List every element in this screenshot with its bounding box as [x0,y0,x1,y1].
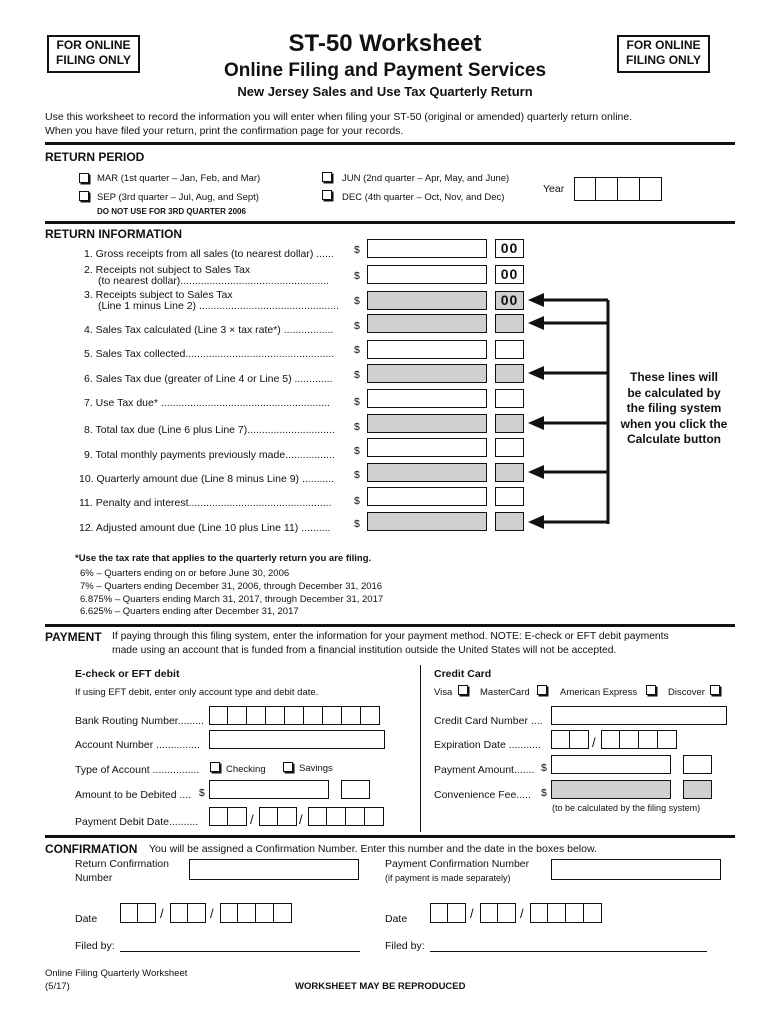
date-slash: / [210,906,214,921]
date-slash: / [299,812,303,827]
mastercard-checkbox[interactable] [537,685,547,695]
line-12-label: 12. Adjusted amount due (Line 10 plus Line 11) .......... [79,522,331,534]
return-filed-by-line[interactable] [120,951,360,952]
line-2-cents: 00 [495,265,524,284]
date-slash: / [160,906,164,921]
line-7-label: 7. Use Tax due* .......................................................... [84,397,331,409]
dollar-sign: $ [354,369,360,381]
badge-left: FOR ONLINE FILING ONLY [47,35,140,73]
debit-date-month[interactable] [209,807,247,826]
footer-form-name: Online Filing Quarterly Worksheet [45,968,188,979]
dollar-sign: $ [541,787,547,799]
payment-text-1: If paying through this filing system, enter the information for your payment method. NOTE: E-check or EFT debit payments [112,631,669,642]
line-4-label: 4. Sales Tax calculated (Line 3 × tax rate*) ................. [84,324,334,336]
convenience-fee-label: Convenience Fee..... [434,789,531,801]
dollar-sign: $ [354,344,360,356]
payment-filed-by-label: Filed by: [385,940,425,952]
year-label: Year [543,183,565,195]
dollar-sign: $ [354,421,360,433]
expiration-year[interactable] [601,730,677,749]
mastercard-label: MasterCard [480,687,530,698]
payment-text-2: made using an account that is funded from a financial institution outside the United States will not be accepted. [112,645,617,656]
line-8-label: 8. Total tax due (Line 6 plus Line 7).............................. [84,424,335,436]
return-date-label: Date [75,913,98,925]
date-slash: / [250,812,254,827]
dollar-sign: $ [354,445,360,457]
convenience-fee-output [551,780,671,799]
line-8-output [367,414,487,433]
line-10-output [367,463,487,482]
dec-checkbox[interactable] [322,190,332,200]
date-slash: / [520,906,524,921]
line-4-output [367,314,487,333]
line-1-cents: 00 [495,239,524,258]
fee-note: (to be calculated by the filing system) [552,803,701,813]
cc-number-label: Credit Card Number .... [434,715,543,727]
line-3-output [367,291,487,310]
return-conf-input[interactable] [189,859,359,880]
dec-label: DEC (4th quarter – Oct, Nov, and Dec) [342,192,505,203]
rate-item: 6.625% – Quarters ending after December 31, 2017 [80,606,299,617]
bank-routing-input[interactable] [209,706,380,725]
line-7-input[interactable] [367,389,487,408]
payment-conf-note: (if payment is made separately) [385,873,511,883]
line-1-input[interactable] [367,239,487,258]
tax-rate-note: *Use the tax rate that applies to the quarterly return you are filing. [75,553,372,564]
line-5-label: 5. Sales Tax collected................................................... [84,348,335,360]
line-2-label: 2. Receipts not subject to Sales Tax [84,264,251,276]
dollar-sign: $ [354,295,360,307]
return-info-heading: RETURN INFORMATION [45,227,183,241]
rate-item: 6% – Quarters ending on or before June 30, 2006 [80,568,290,579]
amount-debited-cents[interactable] [341,780,370,799]
dollar-sign: $ [199,787,205,799]
line-6-label: 6. Sales Tax due (greater of Line 4 or Line 5) ............. [84,373,333,385]
year-input[interactable] [574,177,662,201]
payment-amount-cents[interactable] [683,755,712,774]
line-2-label-cont: (to nearest dollar)................................................... [98,275,330,287]
line-9-label: 9. Total monthly payments previously made................. [84,449,335,461]
page-subtitle: Online Filing and Payment Services [223,60,547,81]
payment-date-label: Date [385,913,408,925]
date-slash: / [470,906,474,921]
calculated-lines-bracket [520,290,620,530]
footer-revision: (5/17) [45,981,70,992]
bank-routing-label: Bank Routing Number......... [75,715,204,727]
line-12-output [367,512,487,531]
section-rule [45,142,735,145]
sep-checkbox[interactable] [79,191,89,201]
rate-item: 7% – Quarters ending December 31, 2006, through December 31, 2016 [80,581,383,592]
echeck-note: If using EFT debit, enter only account type and debit date. [75,687,319,698]
account-number-input[interactable] [209,730,385,749]
dollar-sign: $ [354,270,360,282]
debit-date-day[interactable] [259,807,297,826]
line-11-input[interactable] [367,487,487,506]
line-11-label: 11. Penalty and interest................................................. [79,497,332,509]
payment-date-year[interactable] [530,903,602,923]
line-6-output [367,364,487,383]
line-3-label: 3. Receipts subject to Sales Tax [84,289,233,301]
amount-debited-label: Amount to be Debited .... [75,789,192,801]
page-title: ST-50 Worksheet [288,30,482,57]
line-3-cents: 00 [495,291,524,310]
jun-checkbox[interactable] [322,172,332,182]
line-2-input[interactable] [367,265,487,284]
return-filed-by-label: Filed by: [75,940,115,952]
return-period-heading: RETURN PERIOD [45,150,145,164]
line-1-label: 1. Gross receipts from all sales (to nearest dollar) ...... [84,248,334,260]
confirmation-text: You will be assigned a Confirmation Number. Enter this number and the date in the boxes below. [149,843,597,855]
visa-checkbox[interactable] [458,685,468,695]
savings-checkbox[interactable] [283,762,293,772]
echeck-heading: E-check or EFT debit [75,668,180,680]
checking-label: Checking [226,764,266,775]
payment-date-month[interactable] [430,903,466,923]
savings-label: Savings [299,763,333,774]
line-9-input[interactable] [367,438,487,457]
amex-label: American Express [560,687,638,698]
dollar-sign: $ [354,495,360,507]
debit-date-year[interactable] [308,807,384,826]
return-conf-label-2: Number [75,872,113,884]
discover-checkbox[interactable] [710,685,720,695]
section-rule [45,835,735,838]
footer-reproduce: WORKSHEET MAY BE REPRODUCED [295,981,466,992]
return-date-year[interactable] [220,903,292,923]
payment-heading: PAYMENT [45,630,102,644]
dollar-sign: $ [541,762,547,774]
return-conf-label: Return Confirmation [75,858,169,870]
line-5-input[interactable] [367,340,487,359]
line-10-label: 10. Quarterly amount due (Line 8 minus Line 9) ........... [79,473,335,485]
dollar-sign: $ [354,320,360,332]
mar-label: MAR (1st quarter – Jan, Feb, and Mar) [97,173,261,184]
dollar-sign: $ [354,396,360,408]
payment-amount-input[interactable] [551,755,671,774]
dollar-sign: $ [354,518,360,530]
payment-conf-label: Payment Confirmation Number [385,858,530,870]
debit-date-label: Payment Debit Date.......... [75,816,199,828]
payment-divider [420,665,421,832]
dollar-sign: $ [354,469,360,481]
convenience-fee-cents [683,780,712,799]
section-rule [45,624,735,627]
credit-card-heading: Credit Card [434,668,492,680]
dollar-sign: $ [354,244,360,256]
expiration-month[interactable] [551,730,589,749]
mar-checkbox[interactable] [79,173,89,183]
expiration-label: Expiration Date ........... [434,739,541,751]
calculated-lines-callout: These lines will be calculated by the filing system when you click the Calculate button [620,370,728,446]
return-date-day[interactable] [170,903,206,923]
line-3-label-cont: (Line 1 minus Line 2) ................................................ [98,300,339,312]
account-type-label: Type of Account ................ [75,764,200,776]
jun-label: JUN (2nd quarter – Apr, May, and June) [342,173,510,184]
payment-conf-input[interactable] [551,859,721,880]
amount-debited-input[interactable] [209,780,329,799]
confirmation-heading: CONFIRMATION [45,842,138,856]
account-number-label: Account Number ............... [75,739,200,751]
checking-checkbox[interactable] [210,762,220,772]
amex-checkbox[interactable] [646,685,656,695]
badge-right: FOR ONLINE FILING ONLY [617,35,710,73]
third-quarter-note: DO NOT USE FOR 3RD QUARTER 2006 [97,207,246,216]
page-subtitle-2: New Jersey Sales and Use Tax Quarterly Return [237,84,533,99]
section-rule [45,221,735,224]
return-date-month[interactable] [120,903,156,923]
payment-date-day[interactable] [480,903,516,923]
intro-line-2: When you have filed your return, print the confirmation page for your records. [45,125,404,137]
payment-filed-by-line[interactable] [430,951,707,952]
payment-amount-label: Payment Amount....... [434,764,535,776]
visa-label: Visa [434,687,453,698]
discover-label: Discover [668,687,705,698]
sep-label: SEP (3rd quarter – Jul, Aug, and Sept) [97,192,259,203]
date-slash: / [592,735,596,750]
intro-line-1: Use this worksheet to record the information you will enter when filing your ST-50 (original or amended) quarterly return online. [45,111,633,123]
rate-item: 6.875% – Quarters ending March 31, 2017, through December 31, 2017 [80,594,384,605]
cc-number-input[interactable] [551,706,727,725]
